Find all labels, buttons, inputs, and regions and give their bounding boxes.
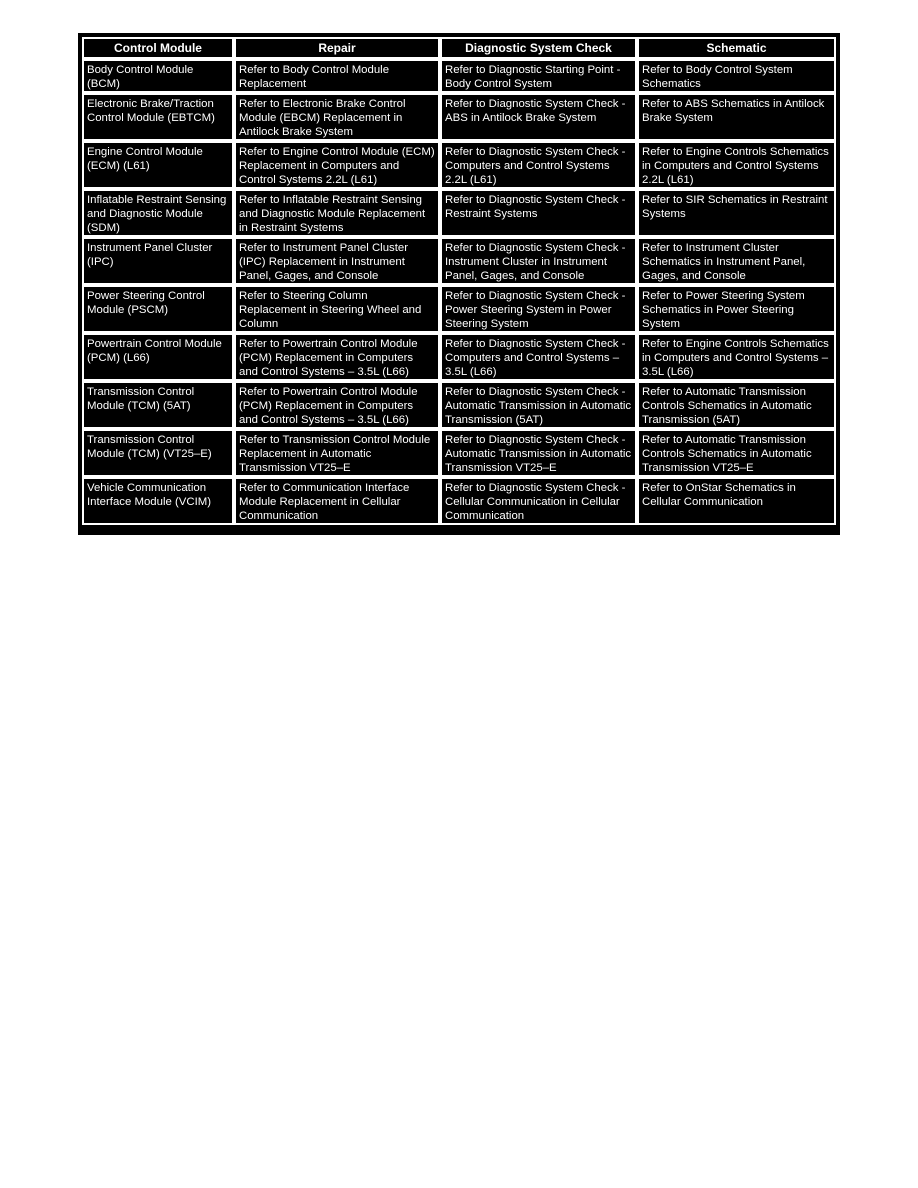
control-module-cell <box>82 477 234 525</box>
cell-text: Refer to Inflatable Restraint Sensing and Diagnostic Module Replacement in Restraint Systems <box>239 194 426 234</box>
cell-text: Refer to Diagnostic System Check - Automatic Transmission in Automatic Transmission (5AT) <box>445 386 632 426</box>
cell-text: Refer to Diagnostic System Check - Restraint Systems <box>445 194 626 220</box>
diagnostic-cell <box>440 429 637 477</box>
cell-text: Refer to Powertrain Control Module (PCM) Replacement in Computers and Control Systems – 3.5L (L66) <box>239 386 418 426</box>
diagnostic-cell <box>440 381 637 429</box>
repair-cell <box>234 93 440 141</box>
schematic-cell <box>637 141 836 189</box>
cell-text: Refer to Engine Controls Schematics in Computers and Control Systems – 3.5L (L66) <box>642 338 829 378</box>
diagnostic-cell <box>440 141 637 189</box>
repair-cell <box>234 477 440 525</box>
cell-text: Refer to Engine Control Module (ECM) Replacement in Computers and Control Systems 2.2L (L61) <box>239 146 435 186</box>
cell-text: Refer to SIR Schematics in Restraint Systems <box>642 194 828 220</box>
cell-text: Refer to ABS Schematics in Antilock Brake System <box>642 98 825 124</box>
cell-text: Refer to Diagnostic System Check - Automatic Transmission in Automatic Transmission VT25–E <box>445 434 632 474</box>
control-module-cell <box>82 429 234 477</box>
schematic-cell <box>637 93 836 141</box>
cell-text: Refer to Diagnostic System Check - Computers and Control Systems 2.2L (L61) <box>445 146 626 186</box>
cell-text: Refer to Diagnostic System Check - Instrument Cluster in Instrument Panel, Gages, and Console <box>445 242 626 282</box>
diagnostic-cell <box>440 333 637 381</box>
cell-text: Refer to Diagnostic Starting Point - Body Control System <box>445 64 621 90</box>
cell-text: Refer to Power Steering System Schematics in Power Steering System <box>642 290 805 330</box>
cell-text: Refer to Diagnostic System Check - Power Steering System in Power Steering System <box>445 290 626 330</box>
repair-cell <box>234 237 440 285</box>
cell-text: Refer to OnStar Schematics in Cellular Communication <box>642 482 796 508</box>
cell-text: Transmission Control Module (TCM) (VT25–E) <box>87 434 212 460</box>
control-module-cell <box>82 189 234 237</box>
repair-cell <box>234 59 440 93</box>
schematic-cell <box>637 477 836 525</box>
cell-text: Refer to Electronic Brake Control Module (EBCM) Replacement in Antilock Brake System <box>239 98 406 138</box>
table-row <box>82 381 836 429</box>
cell-text: Powertrain Control Module (PCM) (L66) <box>87 338 222 364</box>
cell-text: Refer to Automatic Transmission Controls Schematics in Automatic Transmission VT25–E <box>642 434 812 474</box>
schematic-cell <box>637 237 836 285</box>
cell-text: Power Steering Control Module (PSCM) <box>87 290 205 316</box>
cell-text: Refer to Diagnostic System Check - ABS in Antilock Brake System <box>445 98 626 124</box>
table-header-row <box>82 37 836 59</box>
diagnostic-cell <box>440 237 637 285</box>
control-module-cell <box>82 93 234 141</box>
header-diagnostic-system-check: Diagnostic System Check <box>440 37 637 59</box>
cell-text: Refer to Engine Controls Schematics in Computers and Control Systems 2.2L (L61) <box>642 146 829 186</box>
control-module-cell <box>82 59 234 93</box>
control-module-cell <box>82 141 234 189</box>
control-module-cell <box>82 237 234 285</box>
schematic-cell <box>637 285 836 333</box>
control-module-cell <box>82 285 234 333</box>
cell-text: Engine Control Module (ECM) (L61) <box>87 146 203 172</box>
table-row <box>82 237 836 285</box>
cell-text: Refer to Instrument Cluster Schematics in Instrument Panel, Gages, and Console <box>642 242 806 282</box>
repair-cell <box>234 333 440 381</box>
repair-cell <box>234 429 440 477</box>
repair-cell <box>234 381 440 429</box>
table-row <box>82 93 836 141</box>
diagnostic-cell <box>440 93 637 141</box>
cell-text: Refer to Transmission Control Module Replacement in Automatic Transmission VT25–E <box>239 434 431 474</box>
repair-cell <box>234 285 440 333</box>
control-module-cell <box>82 333 234 381</box>
control-module-table-frame <box>78 33 840 535</box>
schematic-cell <box>637 429 836 477</box>
cell-text: Inflatable Restraint Sensing and Diagnostic Module (SDM) <box>87 194 227 234</box>
cell-text: Body Control Module (BCM) <box>87 64 194 90</box>
table-row <box>82 477 836 525</box>
cell-text: Refer to Instrument Panel Cluster (IPC) Replacement in Instrument Panel, Gages, and Console <box>239 242 409 282</box>
repair-cell <box>234 141 440 189</box>
schematic-cell <box>637 189 836 237</box>
schematic-cell <box>637 333 836 381</box>
schematic-cell <box>637 59 836 93</box>
table-row <box>82 285 836 333</box>
table-row <box>82 59 836 93</box>
cell-text: Refer to Automatic Transmission Controls Schematics in Automatic Transmission (5AT) <box>642 386 812 426</box>
table-row <box>82 189 836 237</box>
header-repair: Repair <box>234 37 440 59</box>
cell-text: Refer to Communication Interface Module Replacement in Cellular Communication <box>239 482 410 522</box>
schematic-cell <box>637 381 836 429</box>
diagnostic-cell <box>440 285 637 333</box>
table-row <box>82 141 836 189</box>
cell-text: Vehicle Communication Interface Module (VCIM) <box>87 482 212 508</box>
diagnostic-cell <box>440 189 637 237</box>
diagnostic-cell <box>440 59 637 93</box>
control-module-table <box>82 37 836 525</box>
header-control-module: Control Module <box>82 37 234 59</box>
table-row <box>82 333 836 381</box>
cell-text: Refer to Body Control Module Replacement <box>239 64 390 90</box>
cell-text: Refer to Diagnostic System Check - Cellular Communication in Cellular Communication <box>445 482 626 522</box>
header-schematic: Schematic <box>637 37 836 59</box>
cell-text: Transmission Control Module (TCM) (5AT) <box>87 386 195 412</box>
cell-text: Electronic Brake/Traction Control Module (EBTCM) <box>87 98 215 124</box>
repair-cell <box>234 189 440 237</box>
cell-text: Refer to Diagnostic System Check - Computers and Control Systems – 3.5L (L66) <box>445 338 626 378</box>
diagnostic-cell <box>440 477 637 525</box>
table-row <box>82 429 836 477</box>
cell-text: Refer to Body Control System Schematics <box>642 64 793 90</box>
cell-text: Instrument Panel Cluster (IPC) <box>87 242 213 268</box>
control-module-cell <box>82 381 234 429</box>
cell-text: Refer to Powertrain Control Module (PCM) Replacement in Computers and Control Systems – 3.5L (L66) <box>239 338 418 378</box>
cell-text: Refer to Steering Column Replacement in Steering Wheel and Column <box>239 290 422 330</box>
